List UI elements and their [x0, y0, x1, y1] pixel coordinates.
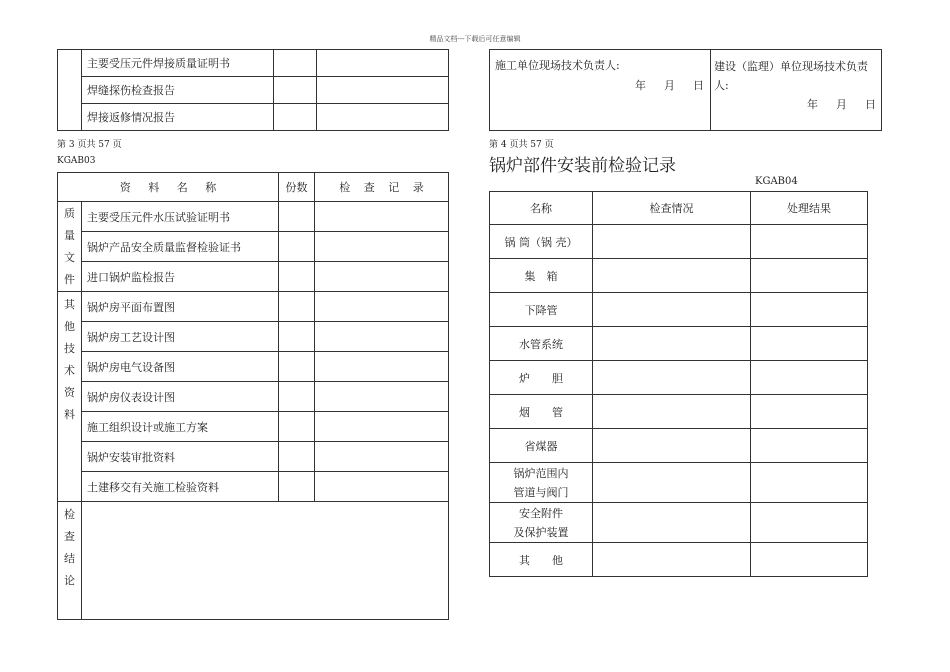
table-row-label: 锅炉范围内 管道与阀门	[490, 463, 593, 503]
table-row-label: 省煤器	[490, 429, 593, 463]
conclusion-area	[82, 502, 449, 620]
quality-group-label: 质 量 文 件	[58, 202, 82, 292]
table-row-label: 施工组织设计或施工方案	[82, 412, 279, 442]
table-row-label: 土建移交有关施工检验资料	[82, 472, 279, 502]
construction-date: 年 月 日	[635, 79, 704, 92]
kgab04-code: KGAB04	[755, 176, 798, 187]
header-note: 精品文档---下载后可任意编辑	[429, 35, 521, 43]
table-row-label: 烟 管	[490, 395, 593, 429]
page-title: 锅炉部件安装前检验记录	[489, 156, 676, 176]
kgab03-code: KGAB03	[57, 156, 96, 166]
table-row-label: 锅炉房仪表设计图	[82, 382, 279, 412]
table-row-label: 主要受压元件水压试验证明书	[82, 202, 279, 232]
page3-label: 第 3 页共 57 页	[57, 140, 122, 150]
top-left-table	[57, 49, 449, 131]
kgab04-table	[489, 191, 868, 577]
table-row-label: 锅 筒（锅 壳）	[490, 225, 593, 259]
table-row-label: 锅炉产品安全质量监督检验证书	[82, 232, 279, 262]
table-row-label: 安全附件 及保护装置	[490, 503, 593, 543]
group-cell	[58, 50, 82, 131]
col-header-record: 检 查 记 录	[315, 173, 449, 202]
construction-signature-cell	[490, 50, 711, 131]
other-group-label: 其 他 技 术 资 料	[58, 292, 82, 502]
col-header-name: 资 料 名 称	[58, 173, 279, 202]
table-row-label: 集 箱	[490, 259, 593, 293]
kgab03-table	[57, 172, 449, 620]
table-row-label: 锅炉房工艺设计图	[82, 322, 279, 352]
sign-table	[489, 49, 882, 131]
table-row-label: 锅炉房平面布置图	[82, 292, 279, 322]
col-header-name: 名称	[490, 192, 593, 225]
conclusion-label: 检 查 结 论	[58, 502, 82, 620]
supervision-signature-cell: 建设（监理）单位现场技术负责 人: 年 月 日	[711, 50, 882, 131]
table-row-label: 炉 胆	[490, 361, 593, 395]
construction-label: 施工单位现场技术负责人:	[495, 59, 620, 72]
col-header-check: 检查情况	[593, 192, 751, 225]
supervision-date: 年 月 日	[807, 98, 876, 111]
table-row-label: 焊缝探伤检查报告	[82, 77, 274, 104]
col-header-count: 份数	[279, 173, 315, 202]
table-row-label: 下降管	[490, 293, 593, 327]
col-header-result: 处理结果	[751, 192, 868, 225]
table-row-label: 水管系统	[490, 327, 593, 361]
table-row-label: 其 他	[490, 543, 593, 577]
table-row-label: 锅炉房电气设备图	[82, 352, 279, 382]
supervision-label: 建设（监理）单位现场技术负责	[714, 60, 868, 73]
table-row-label: 主要受压元件焊接质量证明书	[82, 50, 274, 77]
table-row-label: 锅炉安装审批资料	[82, 442, 279, 472]
page4-label: 第 4 页共 57 页	[489, 140, 554, 150]
table-row-label: 焊接返修情况报告	[82, 104, 274, 131]
table-row-label: 进口锅炉监检报告	[82, 262, 279, 292]
